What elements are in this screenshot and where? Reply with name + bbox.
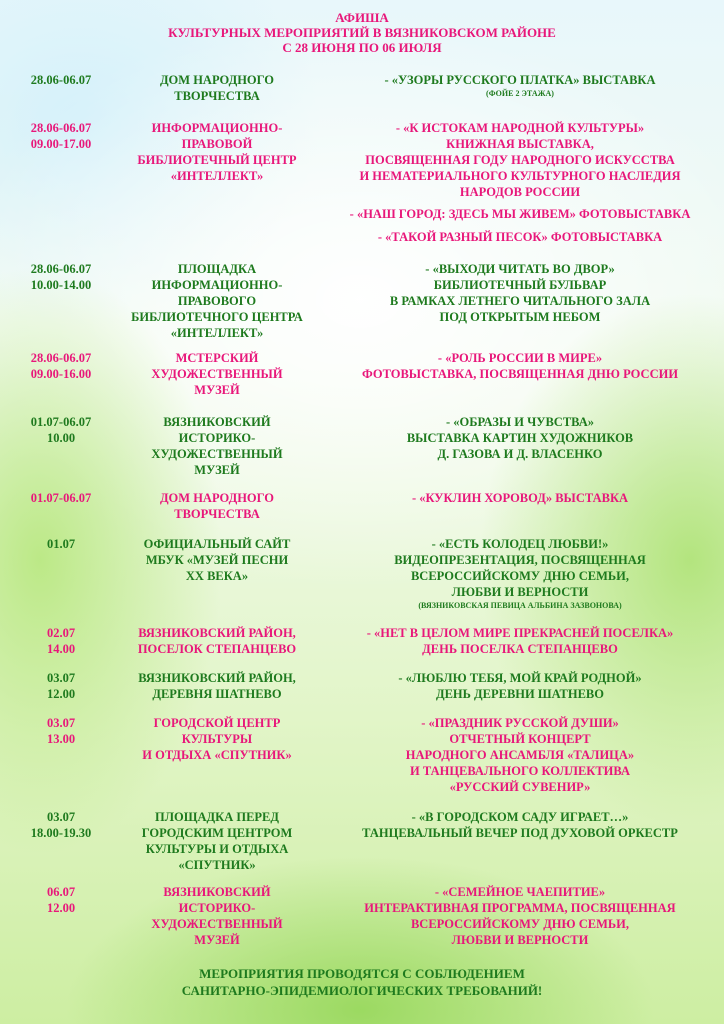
event-description xyxy=(326,536,714,612)
event-place-line: ХУДОЖЕСТВЕННЫЙ xyxy=(151,447,283,461)
event-place-line: МУЗЕЙ xyxy=(194,463,240,477)
event-place-line: ПЛОЩАДКА ПЕРЕД xyxy=(155,810,279,824)
event-description-line: ПОСВЯЩЕННАЯ ГОДУ НАРОДНОГО ИСКУССТВА xyxy=(365,153,675,167)
event-description-line: ВСЕРОССИЙСКОМУ ДНЮ СЕМЬИ, xyxy=(410,917,630,931)
event-description xyxy=(326,625,714,657)
event-description xyxy=(326,490,714,506)
event-place-line: ИНФОРМАЦИОННО- xyxy=(151,278,283,292)
event-date-line: 12.00 xyxy=(46,687,76,701)
poster-header xyxy=(0,10,724,55)
event-place-line: ПОСЕЛОК СТЕПАНЦЕВО xyxy=(137,642,297,656)
event-description-line: - «ТАКОЙ РАЗНЫЙ ПЕСОК» ФОТОВЫСТАВКА xyxy=(377,230,663,244)
event-place xyxy=(118,350,316,398)
event-date-line: 28.06-06.07 xyxy=(30,351,92,365)
event-description-line: - «ЕСТЬ КОЛОДЕЦ ЛЮБВИ!» xyxy=(431,537,609,551)
event-place-line: ИСТОРИКО- xyxy=(178,431,256,445)
event-description-line: «РУССКИЙ СУВЕНИР» xyxy=(449,780,591,794)
event-place-line: ВЯЗНИКОВСКИЙ xyxy=(163,415,271,429)
event-date xyxy=(14,715,108,747)
event-date-line: 03.07 xyxy=(46,810,76,824)
event-date-line: 01.07-06.07 xyxy=(30,491,92,505)
event-description-line: ДЕНЬ ДЕРЕВНИ ШАТНЕВО xyxy=(436,687,604,701)
event-place-line: ПРАВОВОГО xyxy=(177,294,257,308)
event-date-line: 09.00-16.00 xyxy=(30,367,92,381)
event-place-line: ХУДОЖЕСТВЕННЫЙ xyxy=(151,367,283,381)
event-description-line: ЛЮБВИ И ВЕРНОСТИ xyxy=(451,585,589,599)
event-description-line: ЛЮБВИ И ВЕРНОСТИ xyxy=(451,933,589,947)
event-place-line: XX ВЕКА» xyxy=(185,569,249,583)
event-place xyxy=(118,715,316,763)
event-date-line: 12.00 xyxy=(46,901,76,915)
event-place xyxy=(118,884,316,948)
poster-title: АФИША xyxy=(335,10,389,25)
event-date-line: 03.07 xyxy=(46,716,76,730)
event-place-line: «ИНТЕЛЛЕКТ» xyxy=(170,326,264,340)
event-date xyxy=(14,490,108,506)
event-place xyxy=(118,625,316,657)
event-place-line: МСТЕРСКИЙ xyxy=(175,351,259,365)
event-date-line: 10.00-14.00 xyxy=(30,278,92,292)
event-description-line: ВСЕРОССИЙСКОМУ ДНЮ СЕМЬИ, xyxy=(410,569,630,583)
event-description-line: НАРОДОВ РОССИИ xyxy=(459,185,581,199)
event-place xyxy=(118,670,316,702)
event-place xyxy=(118,536,316,584)
event-description xyxy=(326,72,714,100)
event-date xyxy=(14,625,108,657)
event-place-line: ВЯЗНИКОВСКИЙ xyxy=(163,885,271,899)
footer-line-1: МЕРОПРИЯТИЯ ПРОВОДЯТСЯ С СОБЛЮДЕНИЕМ xyxy=(199,966,525,981)
event-place-line: ГОРОДСКИМ ЦЕНТРОМ xyxy=(141,826,293,840)
event-place-line: ТВОРЧЕСТВА xyxy=(174,89,260,103)
event-date-line: 28.06-06.07 xyxy=(30,73,92,87)
event-place-line: КУЛЬТУРЫ xyxy=(181,732,253,746)
event-description-line: - «ЛЮБЛЮ ТЕБЯ, МОЙ КРАЙ РОДНОЙ» xyxy=(398,671,642,685)
event-place-line: ХУДОЖЕСТВЕННЫЙ xyxy=(151,917,283,931)
event-place xyxy=(118,120,316,184)
event-date xyxy=(14,414,108,446)
event-description-line: КНИЖНАЯ ВЫСТАВКА, xyxy=(446,137,594,151)
event-description-line: ТАНЦЕВАЛЬНЫЙ ВЕЧЕР ПОД ДУХОВОЙ ОРКЕСТР xyxy=(362,826,678,840)
event-description xyxy=(326,715,714,795)
event-description-line: ПОД ОТКРЫТЫМ НЕБОМ xyxy=(439,310,601,324)
event-place xyxy=(118,490,316,522)
event-note: (ФОЙЕ 2 ЭТАЖА) xyxy=(486,89,554,98)
event-place-line: ВЯЗНИКОВСКИЙ РАЙОН, xyxy=(138,626,296,640)
event-description xyxy=(326,350,714,382)
event-date-line: 02.07 xyxy=(46,626,76,640)
event-description-line: ФОТОВЫСТАВКА, ПОСВЯЩЕННАЯ ДНЮ РОССИИ xyxy=(361,367,679,381)
event-date-line: 09.00-17.00 xyxy=(30,137,92,151)
event-description-line: - «В ГОРОДСКОМ САДУ ИГРАЕТ…» xyxy=(411,810,629,824)
event-date xyxy=(14,72,108,88)
event-description-line: И НЕМАТЕРИАЛЬНОГО КУЛЬТУРНОГО НАСЛЕДИЯ xyxy=(359,169,681,183)
event-place-line: ТВОРЧЕСТВА xyxy=(174,507,260,521)
event-date xyxy=(14,536,108,552)
event-place xyxy=(118,414,316,478)
event-description-line: НАРОДНОГО АНСАМБЛЯ «ТАЛИЦА» xyxy=(405,748,635,762)
event-description xyxy=(326,414,714,462)
event-description-line: - «УЗОРЫ РУССКОГО ПЛАТКА» ВЫСТАВКА xyxy=(384,73,656,87)
event-place-line: ОФИЦИАЛЬНЫЙ САЙТ xyxy=(143,537,291,551)
event-description-line: ВЫСТАВКА КАРТИН ХУДОЖНИКОВ xyxy=(406,431,634,445)
event-place-line: «СПУТНИК» xyxy=(178,858,256,872)
event-place-line: ПЛОЩАДКА xyxy=(177,262,257,276)
event-description-line: ВИДЕОПРЕЗЕНТАЦИЯ, ПОСВЯЩЕННАЯ xyxy=(394,553,646,567)
event-place-line: ДОМ НАРОДНОГО xyxy=(159,73,275,87)
poster-footer xyxy=(0,965,724,999)
event-place-line: ГОРОДСКОЙ ЦЕНТР xyxy=(153,716,281,730)
event-date-line: 18.00-19.30 xyxy=(30,826,92,840)
event-place xyxy=(118,809,316,873)
event-description-line: ОТЧЕТНЫЙ КОНЦЕРТ xyxy=(449,732,591,746)
event-place-line: БИБЛИОТЕЧНОГО ЦЕНТРА xyxy=(131,310,303,324)
event-place-line: МУЗЕЙ xyxy=(194,383,240,397)
event-description-line: - «ОБРАЗЫ И ЧУВСТВА» xyxy=(446,415,594,429)
event-date-line: 14.00 xyxy=(46,642,76,656)
event-description-line: БИБЛИОТЕЧНЫЙ БУЛЬВАР xyxy=(433,278,607,292)
event-date-line: 13.00 xyxy=(46,732,76,746)
event-date-line: 28.06-06.07 xyxy=(30,121,92,135)
poster-date-range: С 28 ИЮНЯ ПО 06 ИЮЛЯ xyxy=(282,40,442,55)
event-description-line: ДЕНЬ ПОСЕЛКА СТЕПАНЦЕВО xyxy=(422,642,618,656)
event-description xyxy=(326,261,714,325)
event-place-line: МУЗЕЙ xyxy=(194,933,240,947)
event-description-line: И ТАНЦЕВАЛЬНОГО КОЛЛЕКТИВА xyxy=(410,764,630,778)
event-place xyxy=(118,72,316,104)
event-place-line: ВЯЗНИКОВСКИЙ РАЙОН, xyxy=(138,671,296,685)
event-description-line: - «К ИСТОКАМ НАРОДНОЙ КУЛЬТУРЫ» xyxy=(395,121,645,135)
event-date-line: 28.06-06.07 xyxy=(30,262,92,276)
event-description-line: - «ВЫХОДИ ЧИТАТЬ ВО ДВОР» xyxy=(425,262,615,276)
event-date-line: 06.07 xyxy=(46,885,76,899)
event-date-line: 03.07 xyxy=(46,671,76,685)
event-date xyxy=(14,809,108,841)
event-place xyxy=(118,261,316,341)
event-place-line: МБУК «МУЗЕЙ ПЕСНИ xyxy=(145,553,289,567)
footer-line-2: САНИТАРНО-ЭПИДЕМИОЛОГИЧЕСКИХ ТРЕБОВАНИЙ! xyxy=(181,983,543,998)
event-date xyxy=(14,120,108,152)
event-description-line: Д. ГАЗОВА И Д. ВЛАСЕНКО xyxy=(437,447,603,461)
event-description xyxy=(326,809,714,841)
event-description-line: ИНТЕРАКТИВНАЯ ПРОГРАММА, ПОСВЯЩЕННАЯ xyxy=(364,901,676,915)
event-place-line: ДЕРЕВНЯ ШАТНЕВО xyxy=(152,687,282,701)
event-description-line: - «СЕМЕЙНОЕ ЧАЕПИТИЕ» xyxy=(434,885,606,899)
event-description-line: - «РОЛЬ РОССИИ В МИРЕ» xyxy=(437,351,603,365)
event-description-line: В РАМКАХ ЛЕТНЕГО ЧИТАЛЬНОГО ЗАЛА xyxy=(389,294,651,308)
poster-subtitle: КУЛЬТУРНЫХ МЕРОПРИЯТИЙ В ВЯЗНИКОВСКОМ РАЙОНЕ xyxy=(168,25,556,40)
event-place-line: ПРАВОВОЙ xyxy=(181,137,253,151)
event-description xyxy=(326,670,714,702)
event-place-line: И ОТДЫХА «СПУТНИК» xyxy=(142,748,292,762)
event-description-line: - «ПРАЗДНИК РУССКОЙ ДУШИ» xyxy=(421,716,619,730)
event-place-line: «ИНТЕЛЛЕКТ» xyxy=(170,169,264,183)
event-date-line: 01.07 xyxy=(46,537,76,551)
event-description-line: - «НАШ ГОРОД: ЗДЕСЬ МЫ ЖИВЕМ» ФОТОВЫСТАВКА xyxy=(349,207,691,221)
event-date xyxy=(14,884,108,916)
event-date xyxy=(14,350,108,382)
event-description xyxy=(326,120,714,200)
event-description-line: - «КУКЛИН ХОРОВОД» ВЫСТАВКА xyxy=(411,491,629,505)
event-place-line: ИНФОРМАЦИОННО- xyxy=(151,121,283,135)
event-description xyxy=(326,884,714,948)
event-description-line: - «НЕТ В ЦЕЛОМ МИРЕ ПРЕКРАСНЕЙ ПОСЕЛКА» xyxy=(366,626,674,640)
event-place-line: БИБЛИОТЕЧНЫЙ ЦЕНТР xyxy=(137,153,297,167)
event-date xyxy=(14,261,108,293)
event-date-line: 10.00 xyxy=(46,431,76,445)
event-description xyxy=(326,229,714,245)
event-description xyxy=(326,206,714,222)
event-date xyxy=(14,670,108,702)
event-note: (ВЯЗНИКОВСКАЯ ПЕВИЦА АЛЬБИНА ЗАЗВОНОВА) xyxy=(418,601,622,610)
event-date-line: 01.07-06.07 xyxy=(30,415,92,429)
event-place-line: ДОМ НАРОДНОГО xyxy=(159,491,275,505)
event-place-line: КУЛЬТУРЫ И ОТДЫХА xyxy=(145,842,289,856)
event-place-line: ИСТОРИКО- xyxy=(178,901,256,915)
